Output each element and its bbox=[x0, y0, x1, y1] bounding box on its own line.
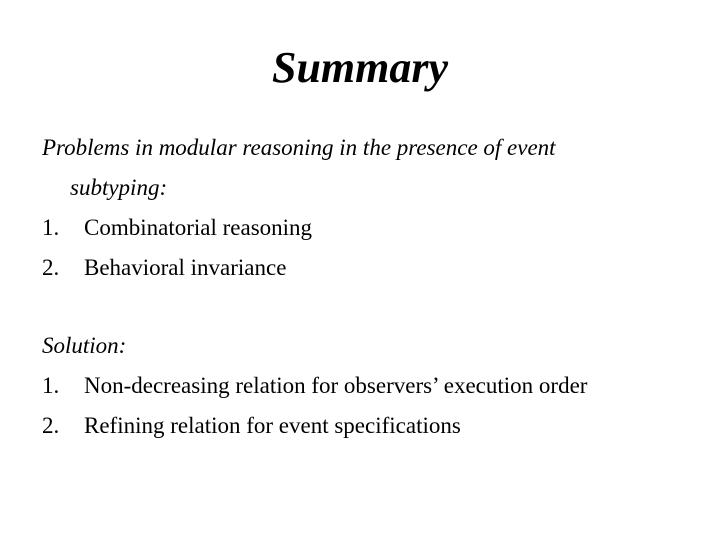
problems-heading-line-2: subtyping: bbox=[70, 175, 168, 200]
slide-body bbox=[42, 128, 702, 446]
solution-list bbox=[42, 366, 702, 446]
list-item bbox=[42, 248, 702, 288]
problems-list bbox=[42, 208, 702, 288]
list-item-text: Combinatorial reasoning bbox=[84, 215, 313, 240]
list-item-number: 2. bbox=[42, 413, 60, 438]
solution-heading-line: Solution: bbox=[42, 333, 127, 358]
list-item-number: 1. bbox=[42, 215, 60, 240]
list-item bbox=[42, 406, 702, 446]
section-spacer bbox=[42, 288, 702, 326]
problems-heading-line-1: Problems in modular reasoning in the presence of event bbox=[42, 135, 556, 160]
list-item-number: 2. bbox=[42, 255, 60, 280]
problems-heading bbox=[42, 128, 702, 208]
list-item-text: Non-decreasing relation for observers’ execution order bbox=[84, 373, 588, 398]
list-item bbox=[42, 208, 702, 248]
solution-heading bbox=[42, 326, 702, 366]
list-item bbox=[42, 366, 702, 406]
list-item-number: 1. bbox=[42, 373, 60, 398]
list-item-text: Behavioral invariance bbox=[84, 255, 287, 280]
list-item-text: Refining relation for event specifications bbox=[84, 413, 461, 438]
slide-title: Summary bbox=[271, 43, 449, 92]
